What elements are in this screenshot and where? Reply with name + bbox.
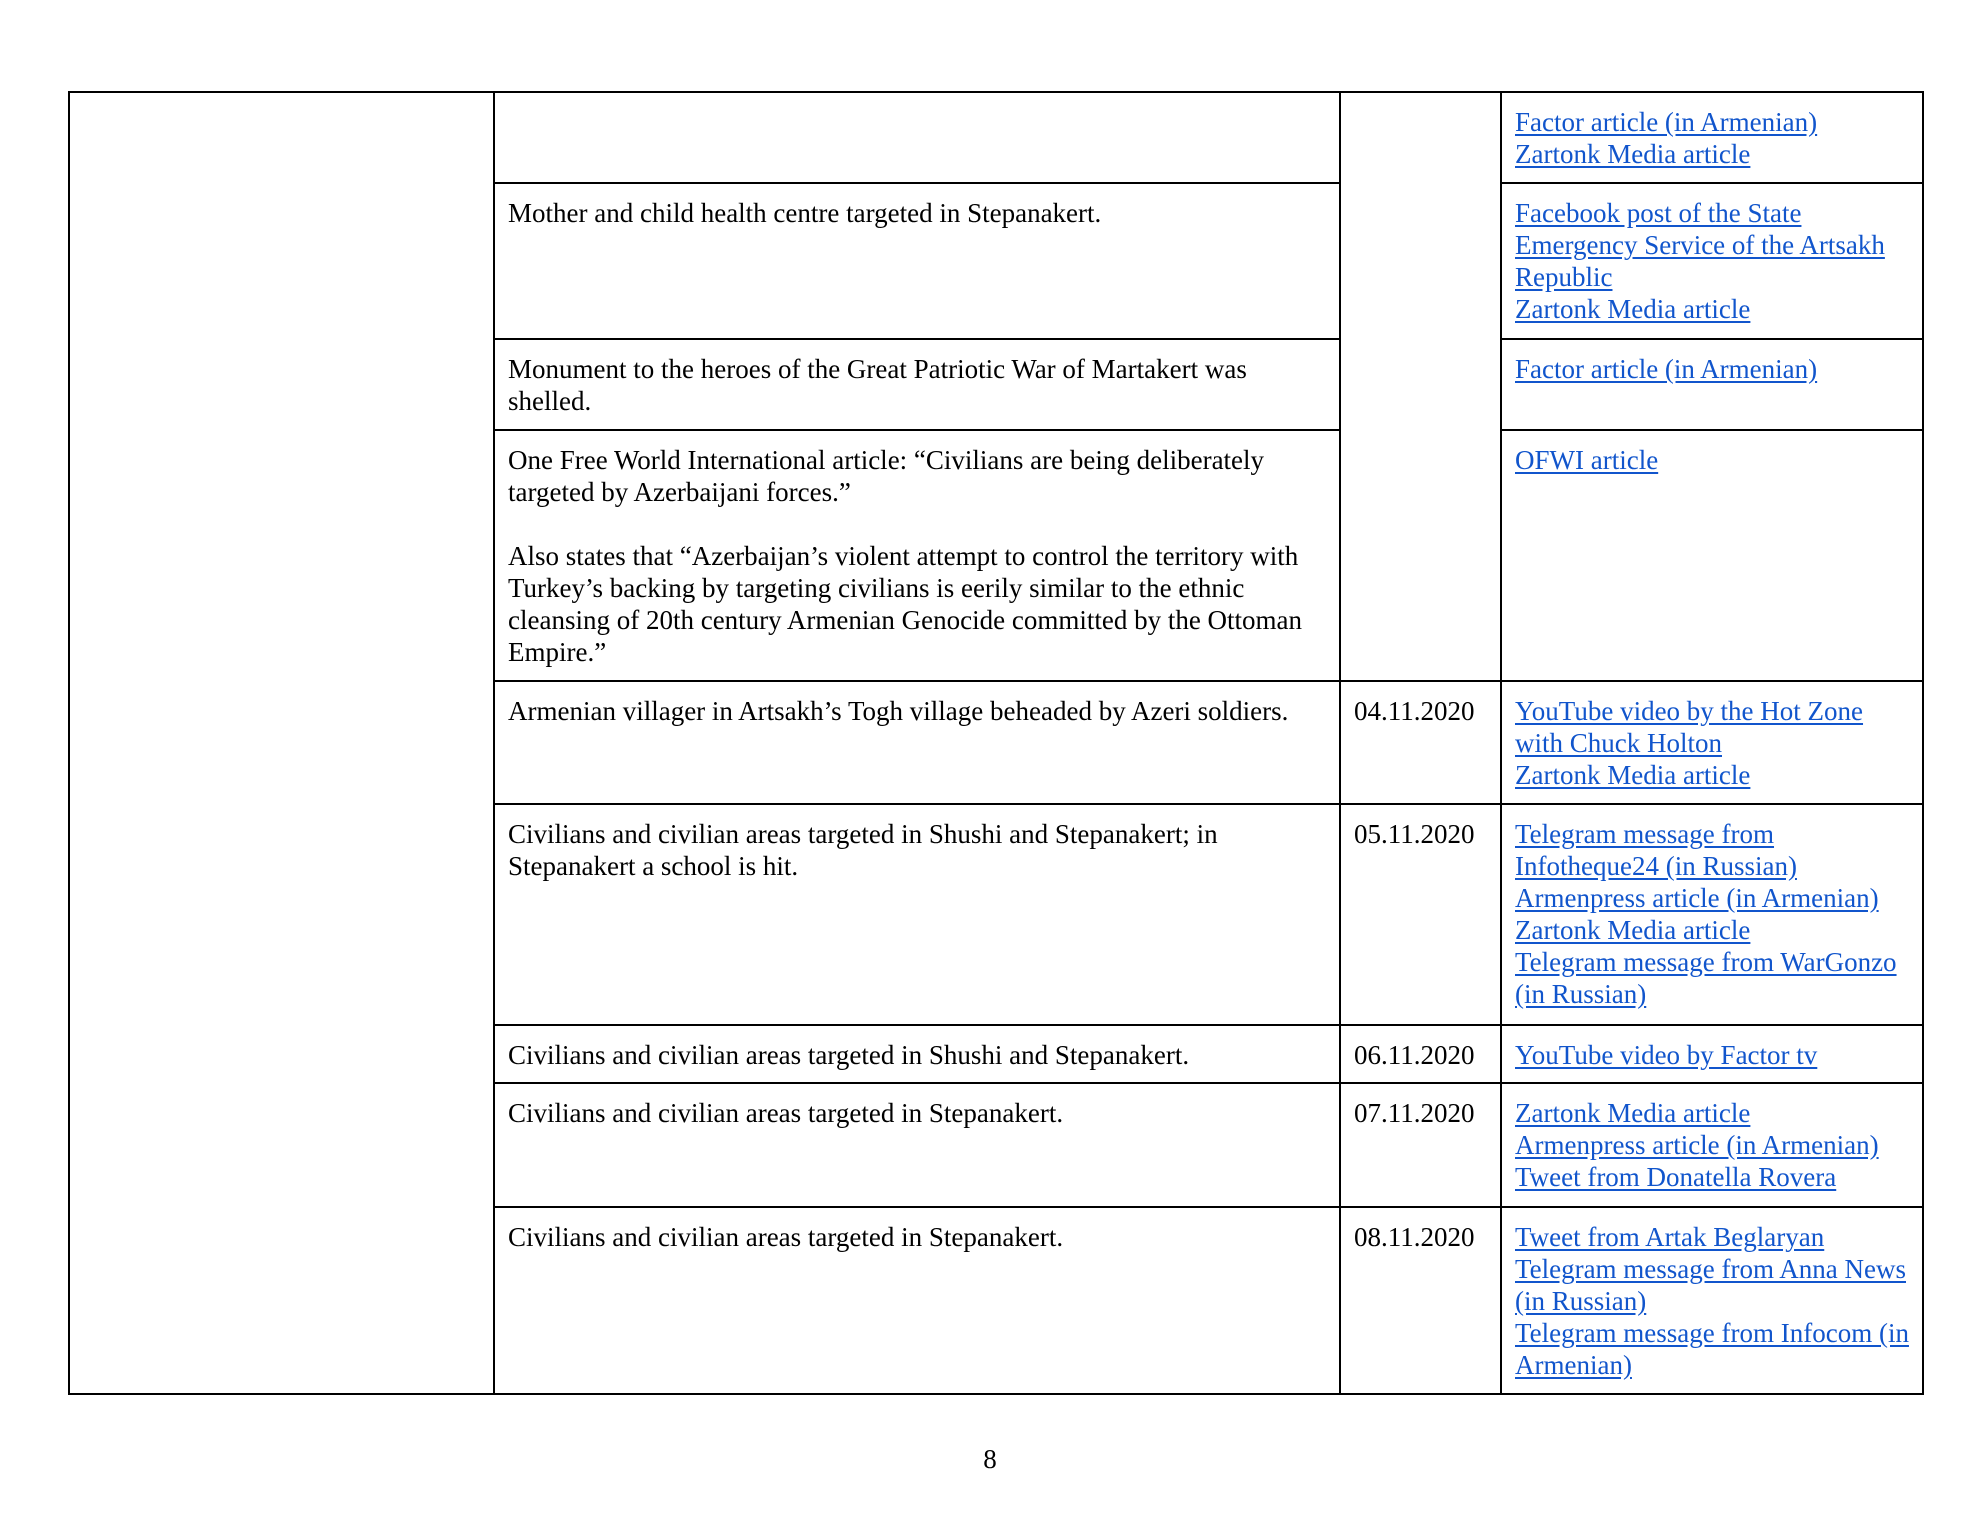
description-text: Mother and child health centre targeted in Stepanakert.: [508, 198, 1102, 228]
source-link[interactable]: Telegram message from Infotheque24 (in Russian): [1515, 819, 1797, 881]
description-text: Also states that “Azerbaijan’s violent attempt to control the territory with Turkey’s backing by targeting civilians is eerily similar to the ethnic cleansing of 20th century Armenian Genocide committed by the Ottoman Empire.”: [508, 541, 1303, 667]
sources-cell: [1501, 339, 1923, 430]
page-number: 8: [983, 1444, 997, 1474]
date-cell: 05.11.2020: [1340, 804, 1501, 1025]
source-link[interactable]: Zartonk Media article: [1515, 760, 1751, 790]
source-link[interactable]: Zartonk Media article: [1515, 915, 1751, 945]
description-text: Civilians and civilian areas targeted in Shushi and Stepanakert.: [508, 1040, 1190, 1070]
description-text: Civilians and civilian areas targeted in Stepanakert.: [508, 1098, 1064, 1128]
source-link[interactable]: YouTube video by the Hot Zone with Chuck Holton: [1515, 696, 1864, 758]
description-cell: [494, 1207, 1340, 1394]
source-link[interactable]: Armenpress article (in Armenian): [1515, 883, 1879, 913]
source-link[interactable]: Zartonk Media article: [1515, 294, 1751, 324]
source-link[interactable]: Telegram message from WarGonzo (in Russian): [1515, 947, 1897, 1009]
description-text: Civilians and civilian areas targeted in Shushi and Stepanakert; in Stepanakert a school is hit.: [508, 819, 1218, 881]
description-text: One Free World International article: “Civilians are being deliberately targeted by Azerbaijani forces.”: [508, 445, 1265, 507]
sources-cell: [1501, 430, 1923, 681]
source-link[interactable]: Zartonk Media article: [1515, 1098, 1751, 1128]
source-link[interactable]: Telegram message from Anna News (in Russian): [1515, 1254, 1906, 1316]
source-link[interactable]: YouTube video by Factor tv: [1515, 1040, 1818, 1070]
incident-table: [68, 91, 1924, 1395]
source-link[interactable]: OFWI article: [1515, 445, 1659, 475]
sources-cell: [1501, 1025, 1923, 1083]
sources-cell: [1501, 804, 1923, 1025]
source-link[interactable]: Telegram message from Infocom (in Armenian): [1515, 1318, 1909, 1380]
source-link[interactable]: Factor article (in Armenian): [1515, 107, 1818, 137]
sources-cell: [1501, 1083, 1923, 1207]
source-link[interactable]: Facebook post of the State Emergency Service of the Artsakh Republic: [1515, 198, 1885, 292]
source-link[interactable]: Tweet from Artak Beglaryan: [1515, 1222, 1825, 1252]
description-cell: [494, 92, 1340, 183]
description-text: Monument to the heroes of the Great Patriotic War of Martakert was shelled.: [508, 354, 1247, 416]
description-text: Armenian villager in Artsakh’s Togh village beheaded by Azeri soldiers.: [508, 696, 1289, 726]
description-cell: [494, 1083, 1340, 1207]
description-text: Civilians and civilian areas targeted in Stepanakert.: [508, 1222, 1064, 1252]
date-cell: 04.11.2020: [1340, 681, 1501, 804]
source-link[interactable]: Zartonk Media article: [1515, 139, 1751, 169]
description-cell: [494, 681, 1340, 804]
source-link[interactable]: Armenpress article (in Armenian): [1515, 1130, 1879, 1160]
description-cell: [494, 1025, 1340, 1083]
date-cell: 06.11.2020: [1340, 1025, 1501, 1083]
source-link[interactable]: Tweet from Donatella Rovera: [1515, 1162, 1837, 1192]
date-cell: 07.11.2020: [1340, 1083, 1501, 1207]
sources-cell: [1501, 92, 1923, 183]
sources-cell: [1501, 1207, 1923, 1394]
category-cell: [69, 92, 494, 1394]
date-cell: [1340, 92, 1501, 681]
description-cell: [494, 339, 1340, 430]
description-cell: [494, 430, 1340, 681]
sources-cell: [1501, 183, 1923, 339]
description-cell: [494, 804, 1340, 1025]
sources-cell: [1501, 681, 1923, 804]
source-link[interactable]: Factor article (in Armenian): [1515, 354, 1818, 384]
date-cell: 08.11.2020: [1340, 1207, 1501, 1394]
table-row: [69, 92, 1923, 183]
description-cell: [494, 183, 1340, 339]
